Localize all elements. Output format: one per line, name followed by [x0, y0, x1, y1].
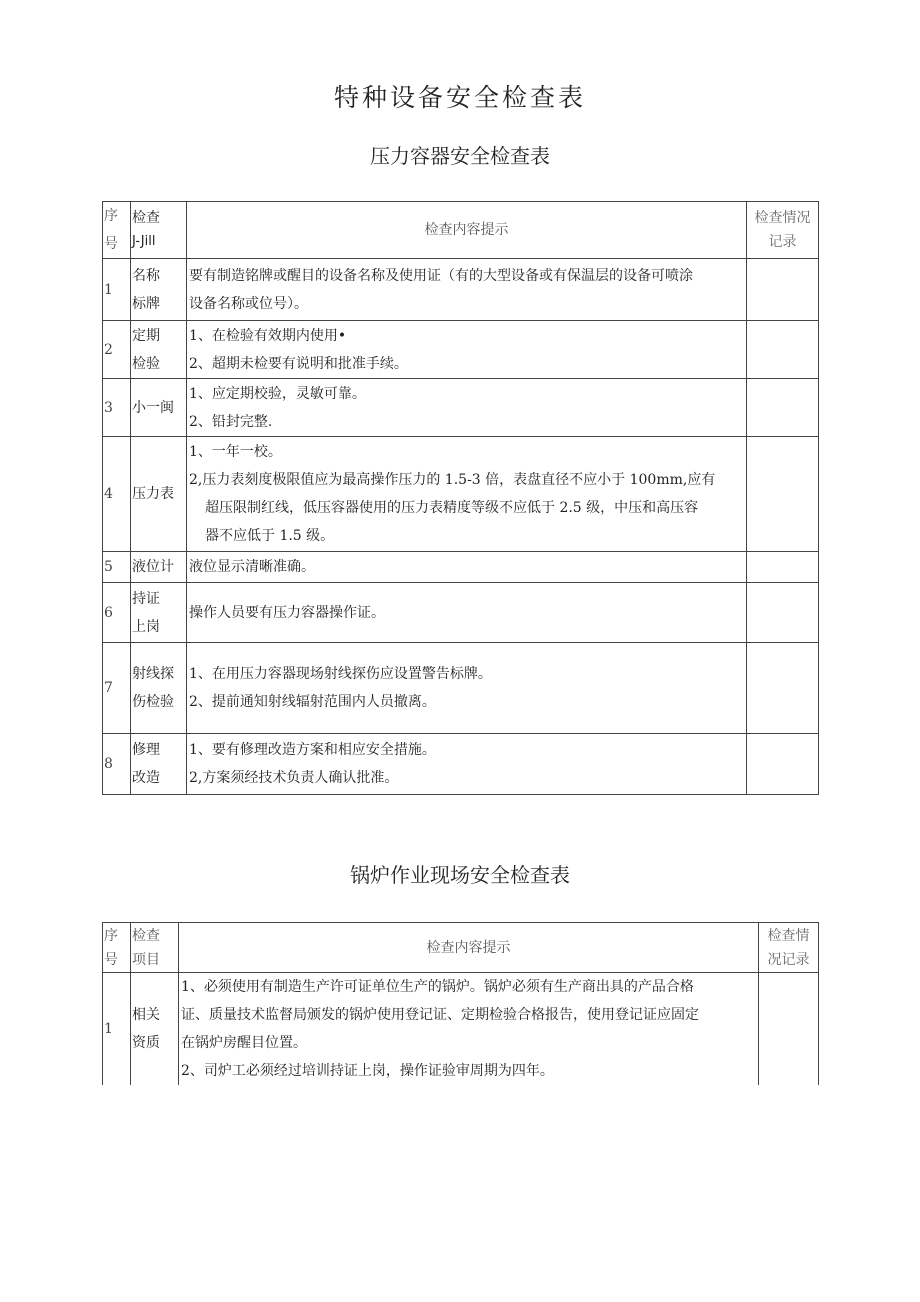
pressure-vessel-checklist-table — [102, 201, 819, 795]
row-item: 定期 检验 — [131, 321, 187, 379]
table-row — [103, 643, 819, 734]
row-item: 射线探 伤检验 — [131, 643, 187, 734]
row-record-cell[interactable] — [747, 437, 819, 552]
row-content: 要有制造铭牌或醒目的设备名称及使用证（有的大型设备或有保温层的设备可喷涂 设备名称或位号）。 — [187, 259, 747, 321]
row-item: 相关 资质 — [131, 973, 179, 1086]
boiler-table-title: 锅炉作业现场安全检查表 — [350, 863, 570, 887]
table-header-row — [103, 202, 819, 259]
table-row — [103, 552, 819, 583]
table-row — [103, 734, 819, 795]
header-content: 检查内容提示 — [187, 202, 747, 259]
row-item: 名称 标牌 — [131, 259, 187, 321]
row-content: 1、在检验有效期内使用• 2、超期未检要有说明和批准手续。 — [187, 321, 747, 379]
row-number: 2 — [103, 321, 131, 379]
header-item: 检查 J-Jill — [131, 202, 187, 259]
row-item: 持证 上岗 — [131, 583, 187, 643]
row-record-cell[interactable] — [759, 973, 819, 1086]
row-item: 小一闽 — [131, 379, 187, 437]
row-content: 液位显示清晰准确。 — [187, 552, 747, 583]
row-record-cell[interactable] — [747, 643, 819, 734]
row-number: 5 — [103, 552, 131, 583]
header-content: 检查内容提示 — [179, 923, 759, 973]
row-number: 4 — [103, 437, 131, 552]
page-title: 特种设备安全检查表 — [333, 83, 586, 112]
header-record: 检查情 况记录 — [759, 923, 819, 973]
row-content: 1、必须使用有制造生产许可证单位生产的锅炉。锅炉必须有生产商出具的产品合格 证、质量技术监督局颁发的锅炉使用登记证、定期检验合格报告，使用登记证应固定 在锅炉房醒目位置。 2、司炉工必须经过培训持证上岗，操作证验审周期为四年。 — [179, 973, 759, 1086]
row-number: 8 — [103, 734, 131, 795]
header-item: 检查 项目 — [131, 923, 179, 973]
table-row — [103, 437, 819, 552]
row-content: 1、在用压力容器现场射线探伤应设置警告标牌。 2、提前通知射线辐射范围内人员撤离。 — [187, 643, 747, 734]
row-content: 1、应定期校验，灵敏可靠。 2、铅封完整. — [187, 379, 747, 437]
table-row — [103, 259, 819, 321]
table-row — [103, 321, 819, 379]
table-row — [103, 583, 819, 643]
row-item: 修理 改造 — [131, 734, 187, 795]
table-row — [103, 379, 819, 437]
header-record: 检查情况 记录 — [747, 202, 819, 259]
table-row — [103, 973, 819, 1086]
boiler-checklist-table — [102, 922, 819, 1085]
row-number: 3 — [103, 379, 131, 437]
row-content: 1、一年一校。 2,压力表刻度极限值应为最高操作压力的 1.5-3 倍，表盘直径不应小于 100mm,应有 超压限制红线，低压容器使用的压力表精度等级不应低于 2.5 级，中压和高压容 器不应低于 1.5 级。 — [187, 437, 747, 552]
pressure-vessel-table-title: 压力容器安全检查表 — [370, 144, 550, 168]
header-num: 序 号 — [103, 923, 131, 973]
row-content: 操作人员要有压力容器操作证。 — [187, 583, 747, 643]
row-record-cell[interactable] — [747, 259, 819, 321]
row-item: 压力表 — [131, 437, 187, 552]
row-record-cell[interactable] — [747, 552, 819, 583]
row-item: 液位计 — [131, 552, 187, 583]
row-record-cell[interactable] — [747, 321, 819, 379]
row-content: 1、要有修理改造方案和相应安全措施。 2,方案须经技术负责人确认批准。 — [187, 734, 747, 795]
row-record-cell[interactable] — [747, 583, 819, 643]
row-number: 1 — [103, 259, 131, 321]
row-record-cell[interactable] — [747, 734, 819, 795]
row-number: 7 — [103, 643, 131, 734]
row-number: 1 — [103, 973, 131, 1086]
table-header-row — [103, 923, 819, 973]
header-num: 序 号 — [103, 202, 131, 259]
row-record-cell[interactable] — [747, 379, 819, 437]
row-number: 6 — [103, 583, 131, 643]
